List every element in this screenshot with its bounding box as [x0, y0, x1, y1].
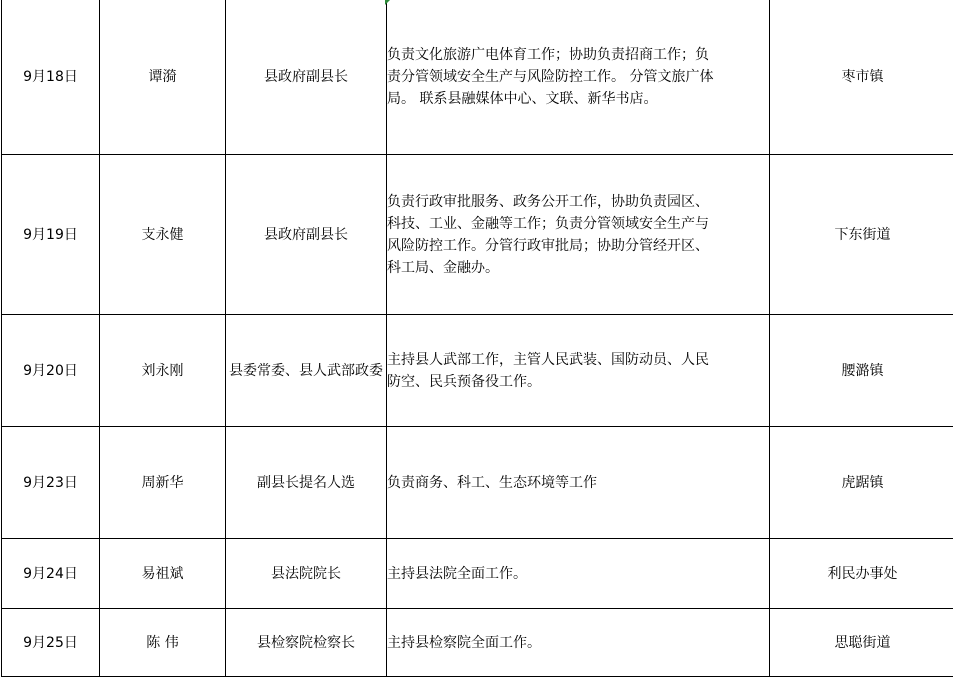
table-row [2, 539, 953, 609]
table-row [2, 609, 953, 677]
contact-point-cell[interactable]: 腰潞镇 [770, 315, 953, 427]
position-cell[interactable]: 县检察院检察长 [226, 609, 387, 677]
date-cell[interactable]: 9月23日 [2, 427, 100, 539]
duties-cell[interactable]: 负责商务、科工、生态环境等工作 [387, 427, 770, 539]
date-cell[interactable]: 9月18日 [2, 0, 100, 155]
table-row [2, 315, 953, 427]
name-cell[interactable]: 陈 伟 [100, 609, 226, 677]
date-cell[interactable]: 9月25日 [2, 609, 100, 677]
name-cell[interactable]: 支永健 [100, 155, 226, 315]
duties-cell[interactable]: 主持县法院全面工作。 [387, 539, 770, 609]
date-cell[interactable]: 9月20日 [2, 315, 100, 427]
contact-point-cell[interactable]: 虎踞镇 [770, 427, 953, 539]
table-row [2, 155, 953, 315]
duties-cell[interactable]: 主持县人武部工作，主管人民武装、国防动员、人民 防空、民兵预备役工作。 [387, 315, 770, 427]
table-row [2, 427, 953, 539]
position-cell[interactable]: 副县长提名人选 [226, 427, 387, 539]
position-cell[interactable]: 县政府副县长 [226, 0, 387, 155]
position-cell[interactable]: 县政府副县长 [226, 155, 387, 315]
contact-point-cell[interactable]: 利民办事处 [770, 539, 953, 609]
cell-comment-indicator [385, 0, 390, 5]
position-cell[interactable]: 县委常委、县人武部政委 [226, 315, 387, 427]
contact-point-cell[interactable]: 枣市镇 [770, 0, 953, 155]
name-cell[interactable]: 刘永刚 [100, 315, 226, 427]
contact-point-cell[interactable]: 下东街道 [770, 155, 953, 315]
position-cell[interactable]: 县法院院长 [226, 539, 387, 609]
schedule-table [1, 0, 953, 677]
table-row [2, 0, 953, 155]
date-cell[interactable]: 9月24日 [2, 539, 100, 609]
contact-point-cell[interactable]: 思聪街道 [770, 609, 953, 677]
duties-cell[interactable]: 负责文化旅游广电体育工作；协助负责招商工作；负 责分管领域安全生产与风险防控工作。 分管文旅广体 局。 联系县融媒体中心、文联、新华书店。 [387, 0, 770, 155]
duties-cell[interactable]: 负责行政审批服务、政务公开工作，协助负责园区、 科技、工业、金融等工作；负责分管领域安全生产与 风险防控工作。分管行政审批局；协助分管经开区、 科工局、金融办。 [387, 155, 770, 315]
name-cell[interactable]: 周新华 [100, 427, 226, 539]
name-cell[interactable]: 易祖斌 [100, 539, 226, 609]
date-cell[interactable]: 9月19日 [2, 155, 100, 315]
duties-cell[interactable]: 主持县检察院全面工作。 [387, 609, 770, 677]
name-cell[interactable]: 谭漪 [100, 0, 226, 155]
